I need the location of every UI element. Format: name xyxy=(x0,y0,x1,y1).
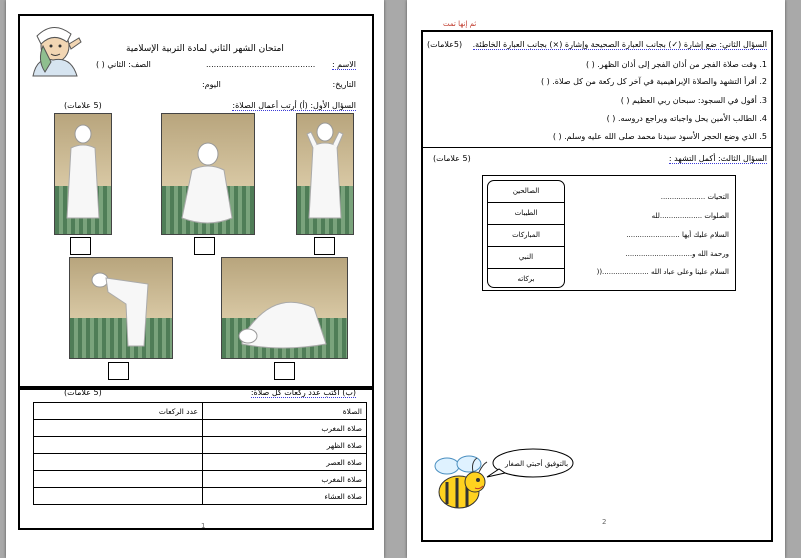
exam-page-2 xyxy=(407,0,785,558)
q2-title: السؤال الثاني: ضع إشارة (✓) بجانب العبارة الصحيحة وإشارة (×) بجانب العبارة الخاطئة. xyxy=(472,40,767,49)
q1-title: السؤال الأول: (أ) أرتب أعمال الصلاة: xyxy=(232,101,356,110)
table-row: صلاة العصر xyxy=(34,454,367,471)
grade-label: الصف: الثاني ( ) xyxy=(96,60,151,69)
order-box-5[interactable] xyxy=(108,362,129,380)
word-bank-item[interactable]: الطيبات xyxy=(488,203,564,225)
name-dots: ........................................... xyxy=(206,60,316,69)
word-bank-item[interactable]: بركاته xyxy=(517,275,535,283)
tashahhud-line-4: ورحمة الله و.............................. xyxy=(625,250,729,258)
bee-message: بالتوفيق أحبتي الصغار xyxy=(505,460,569,468)
teacher-clipart-icon xyxy=(23,16,83,78)
name-label: الاسم : xyxy=(331,60,356,69)
table-row: صلاة المغرب xyxy=(34,471,367,488)
q3-title: السؤال الثالث: أكمل التشهد : xyxy=(668,154,767,163)
tashahhud-line-2: الصلوات ...................لله xyxy=(651,212,729,220)
tashahhud-line-5: السلام علينا وعلى عباد الله .....................(( xyxy=(596,268,729,276)
day-label: اليوم: xyxy=(202,80,221,89)
q2-item-1: 1. وقت صلاة الفجر من أذان الفجر إلى أذان الظهر. ( ) xyxy=(585,60,767,69)
q1b-marks: (5 علامات) xyxy=(64,388,102,397)
photo-standing-hands-raised xyxy=(296,113,354,235)
table-row: صلاة الظهر xyxy=(34,437,367,454)
q3-marks: (5 علامات) xyxy=(433,154,471,163)
date-label: التاريخ: xyxy=(332,80,356,89)
order-box-2[interactable] xyxy=(194,237,215,255)
answer-cell[interactable] xyxy=(34,471,203,488)
order-box-3[interactable] xyxy=(70,237,91,255)
q2-item-4: 4. الطالب الأمين يحل واجباته ويراجع دروسه. ( ) xyxy=(606,114,767,123)
order-box-1[interactable] xyxy=(314,237,335,255)
q2-item-3: 3. أقول في السجود: سبحان ربي العظيم ( ) xyxy=(620,96,767,105)
word-bank-item[interactable]: المباركات xyxy=(488,225,564,247)
section-divider xyxy=(421,147,773,148)
word-bank xyxy=(487,180,565,288)
page-number-2: 2 xyxy=(602,518,607,526)
answer-cell[interactable] xyxy=(34,420,203,437)
q2-item-2: 2. أقرأ التشهد والصلاة الإبراهيمية في آخر كل ركعة من كل صلاة. ( ) xyxy=(540,77,767,86)
tashahhud-line-3: السلام عليك أيها ........................ xyxy=(626,231,729,239)
word-bank-item[interactable]: الصالحين xyxy=(488,181,564,203)
col-prayer: الصلاة xyxy=(203,403,367,420)
tashahhud-line-1: التحيات .................... xyxy=(660,193,729,201)
photo-bowing-ruku xyxy=(69,257,173,359)
q1-marks: (5 علامات) xyxy=(64,101,102,110)
exam-page-1 xyxy=(6,0,384,558)
answer-cell[interactable] xyxy=(34,454,203,471)
photo-standing-arms-folded xyxy=(54,113,112,235)
q2-item-5: 5. الذي وضع الحجر الأسود سيدنا محمد صلى الله عليه وسلم. ( ) xyxy=(552,132,767,141)
table-row: صلاة العشاء xyxy=(34,488,367,505)
photo-prostration xyxy=(221,257,348,359)
order-box-4[interactable] xyxy=(274,362,295,380)
q1b-title: (ب) أكتب عدد ركعات كل صلاة: xyxy=(250,388,356,397)
rakaat-table xyxy=(33,402,367,505)
table-row: صلاة المغرب xyxy=(34,420,367,437)
exam-title: امتحان الشهر الثاني لمادة التربية الإسلامية xyxy=(126,44,284,54)
col-rakaat-count: عدد الركعات xyxy=(34,403,203,420)
page-number-1: 1 xyxy=(201,522,206,530)
photo-sitting-tashahhud xyxy=(161,113,255,235)
answer-cell[interactable] xyxy=(34,488,203,505)
word-bank-item[interactable]: النبي xyxy=(488,247,564,269)
q2-marks: (5علامات) xyxy=(427,40,463,49)
top-note: ثم إنها تمت xyxy=(443,20,477,28)
answer-cell[interactable] xyxy=(34,437,203,454)
